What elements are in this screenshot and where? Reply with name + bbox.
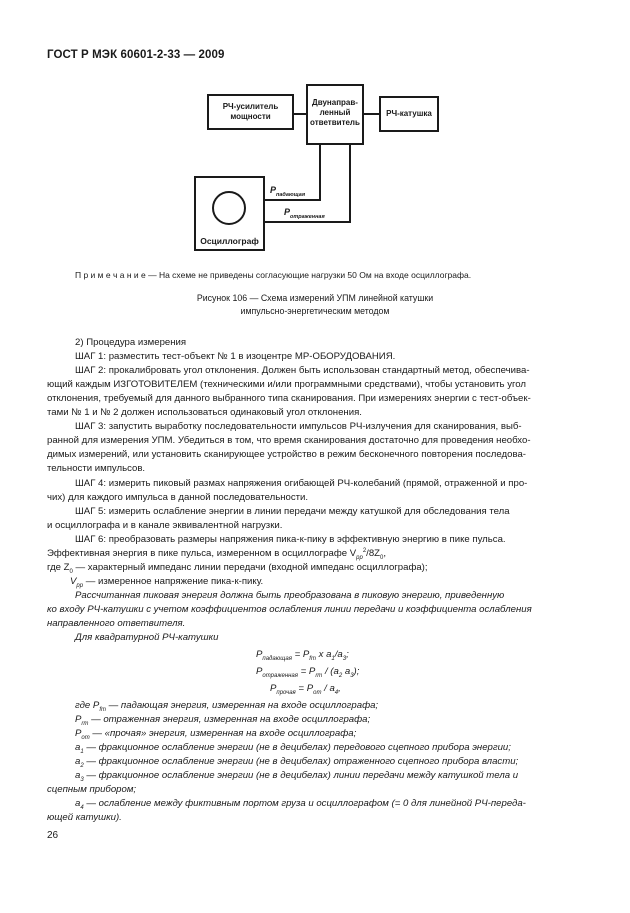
para-step6-l1: ШАГ 6: преобразовать размеры напряжения пика-к-пику в эффективную энергию в пике пульса. — [75, 534, 506, 545]
coupler-label-2: ленный — [319, 108, 351, 117]
rf-amplifier-label-1: РЧ-усилитель — [222, 102, 279, 111]
coupler-block — [306, 84, 364, 145]
para-step6-l2: Эффективная энергия в пике пульса, измеренном в осциллографе $V_{pp}^2/8Z_0$, — [47, 547, 387, 561]
para-step2-l3: отклонения, требуемый для данного выбранного типа сканирования. При измерениях энергии с тест-объек- — [47, 393, 531, 404]
page-number: 26 — [47, 830, 59, 841]
para-conv-l2: ко входу РЧ-катушки с учетом коэффициентов ослабления линии передачи и коэффициента ослабления — [47, 604, 532, 615]
def-a4-cont: ющей катушки). — [47, 812, 122, 823]
formula-other: $P_{прочая} = P_{om} / a_4$, — [270, 683, 341, 696]
para-step4-l2: чих) для каждого импульса в данной последовательности. — [47, 492, 309, 503]
oscilloscope-label: Осциллограф — [200, 236, 259, 246]
figure-note: П р и м е ч а н и е — На схеме не приведены согласующие нагрузки 50 Ом на входе осциллографа. — [75, 270, 472, 280]
rf-coil-label: РЧ-катушка — [386, 109, 432, 118]
para-z0-def: где $Z_0$ — характерный импеданс линии передачи (входной импеданс осциллографа); — [47, 562, 428, 575]
document-header: ГОСТ Р МЭК 60601-2-33 — 2009 — [47, 49, 225, 61]
para-procedure: 2) Процедура измерения — [75, 337, 187, 348]
para-step3-l1: ШАГ 3: запустить выработку последовательности импульсов РЧ-излучения для сканирования, выб- — [75, 421, 522, 432]
def-a3-cont: сцепным прибором; — [47, 784, 137, 795]
p-incident-label: $P_{падающая}$ — [270, 185, 306, 198]
def-pfm: где $P_{fm}$ — падающая энергия, измеренная на входе осциллографа; — [75, 700, 379, 713]
reflected-vertical-line — [349, 145, 351, 223]
formula-incident: $P_{падающая} = P_{fm}$ x $a_1/a_3$; — [256, 649, 349, 662]
rf-coil-block — [379, 96, 439, 132]
para-step3-l2: ранной для измерения УПМ. Убедиться в том, что время сканирования достаточно для проведения необхо- — [47, 435, 531, 446]
para-vpp-def: $V_{pp}$ — измеренное напряжение пика-к-пику. — [70, 576, 264, 589]
para-step4-l1: ШАГ 4: измерить пиковый размах напряжения огибающей РЧ-колебаний (прямой, отраженной и про- — [75, 478, 528, 489]
rf-amplifier-block — [207, 94, 294, 130]
def-pom: $P_{om}$ — «прочая» энергия, измеренная на входе осциллографа; — [75, 728, 357, 741]
para-step1: ШАГ 1: разместить тест-объект № 1 в изоцентре МР-ОБОРУДОВАНИЯ. — [75, 351, 396, 362]
figure-caption-line-1: Рисунок 106 — Схема измерений УПМ линейной катушки — [196, 293, 434, 303]
para-conv-l1: Рассчитанная пиковая энергия должна быть преобразована в пиковую энергию, приведенную — [75, 590, 505, 601]
reflected-horizontal-line — [265, 221, 351, 223]
def-prm: $P_{rm}$ — отраженная энергия, измеренная на входе осциллографа; — [75, 714, 371, 727]
oscilloscope-block — [194, 176, 265, 251]
incident-vertical-line — [319, 145, 321, 201]
coupler-label-3: ответвитель — [310, 118, 360, 127]
para-step3-l3: димых измерений, или установить сканирующее устройство в режим бесконечного повторения последова- — [47, 449, 526, 460]
def-a3: $a_3$ — фракционное ослабление энергии (не в децибелах) линии передачи между катушкой тела и — [75, 770, 519, 783]
figure-caption-line-2: импульсно-энергетическим методом — [240, 306, 390, 316]
def-a4: $a_4$ — ослабление между фиктивным портом груза и осциллографом (= 0 для линейной РЧ-переда- — [75, 798, 526, 811]
oscilloscope-screen-icon — [212, 191, 246, 225]
para-step5-l2: и осциллографа и в канале эквивалентной нагрузки. — [47, 520, 283, 531]
para-quadrature: Для квадратурной РЧ-катушки — [75, 632, 219, 643]
coupler-to-coil-line — [364, 113, 379, 115]
formula-reflected: $P_{отраженная} = P_{rm} / (a_2$ $a_3$); — [256, 666, 360, 679]
rf-amplifier-label-2: мощности — [230, 112, 271, 121]
def-a1: $a_1$ — фракционное ослабление энергии (не в децибелах) передового сцепного прибора энергии; — [75, 742, 511, 755]
para-step3-l4: тельности импульсов. — [47, 463, 146, 474]
para-conv-l3: направленного ответвителя. — [47, 618, 186, 629]
para-step5-l1: ШАГ 5: измерить ослабление энергии в линии передачи между катушкой для обследования тела — [75, 506, 510, 517]
para-step2-l1: ШАГ 2: прокалибровать угол отклонения. Должен быть использован стандартный метод, обеспечива- — [75, 365, 530, 376]
def-a2: $a_2$ — фракционное ослабление энергии (не в децибелах) отраженного сцепного прибора власти; — [75, 756, 519, 769]
para-step2-l2: ющий каждым ИЗГОТОВИТЕЛЕМ (техническими и/или программными средствами), чтобы установить угол — [47, 379, 526, 390]
p-reflected-label: $P_{отраженная}$ — [284, 207, 325, 220]
incident-horizontal-line — [265, 199, 321, 201]
para-step2-l4: тами № 1 и № 2 должен использоваться одинаковый угол отклонения. — [47, 407, 362, 418]
amp-to-coupler-line — [294, 113, 306, 115]
coupler-label-1: Двунаправ- — [312, 98, 358, 107]
